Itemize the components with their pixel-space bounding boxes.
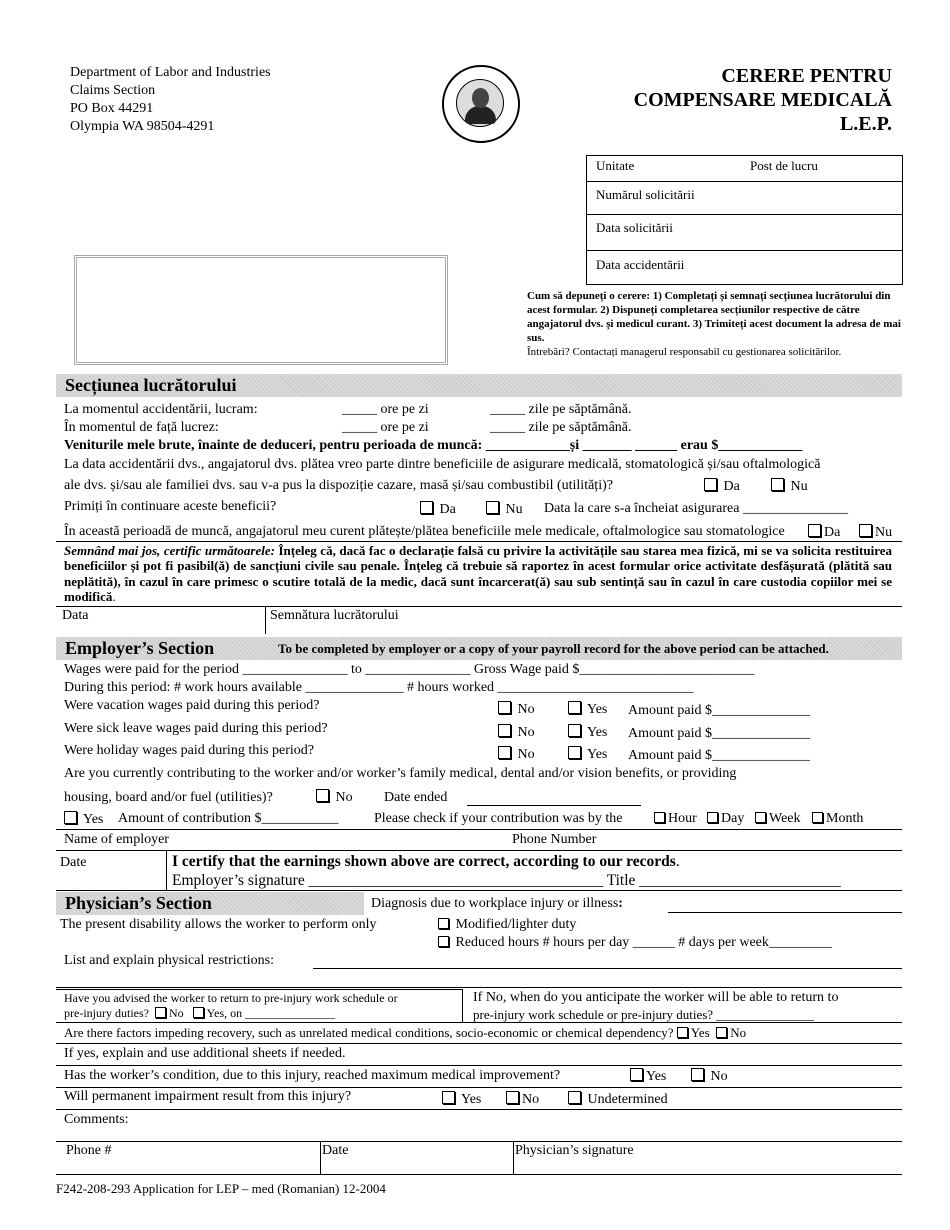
- checkbox[interactable]: [486, 501, 499, 514]
- checkbox[interactable]: [316, 789, 329, 802]
- accident-date-label: Data accidentării: [596, 257, 685, 272]
- employer-certify: I certify that the earnings shown above are correct, according to our records.: [172, 853, 680, 870]
- checkbox[interactable]: [568, 724, 581, 737]
- current-employer-yes[interactable]: Da: [808, 524, 840, 541]
- checkbox[interactable]: [812, 812, 823, 823]
- checkbox[interactable]: [568, 746, 581, 759]
- modified-duty-option[interactable]: Modified/lighter duty: [438, 917, 576, 933]
- current-hours-field[interactable]: _____ ore pe zi: [342, 420, 429, 435]
- state-seal: [442, 65, 520, 143]
- benefits-question-cont: ale dvs. și/sau ale familiei dvs. sau v-a pus la dispoziție cazare, masă și/sau combustibil (utilități)?: [64, 478, 613, 493]
- wages-period-field[interactable]: Wages were paid for the period _______________ to _______________ Gross Wage paid $_________________________: [64, 662, 755, 677]
- continue-no-option[interactable]: Nu: [486, 501, 523, 518]
- worker-section-header: [56, 374, 902, 397]
- at-accident-label: La momentul accidentării, lucram:: [64, 402, 258, 417]
- checkbox[interactable]: [506, 1091, 519, 1104]
- checkbox[interactable]: [420, 501, 433, 514]
- vacation-question: Were vacation wages paid during this period?: [64, 698, 320, 713]
- agency-address: [70, 64, 271, 136]
- title-line: CERERE PENTRU: [721, 65, 892, 87]
- housing-question: housing, board and/or fuel (utilities)?: [64, 790, 273, 805]
- checkbox[interactable]: [707, 812, 718, 823]
- hours-per-day-field[interactable]: _____ ore pe zi: [342, 402, 429, 417]
- address-line: Department of Labor and Industries: [70, 65, 271, 80]
- anticipate-field[interactable]: pre-injury work schedule or pre-injury duties? _______________: [473, 1007, 814, 1022]
- mmi-no[interactable]: No: [691, 1068, 728, 1085]
- checkbox[interactable]: [498, 701, 511, 714]
- unit-label: Unitate: [596, 158, 635, 173]
- checkbox[interactable]: [677, 1027, 688, 1038]
- sick-yes[interactable]: Yes: [568, 724, 607, 741]
- employer-section-title: Employer’s Section: [65, 638, 215, 658]
- instructions-contact: Întrebări? Contactați managerul responsabil cu gestionarea solicitărilor.: [527, 346, 842, 358]
- checkbox[interactable]: [498, 746, 511, 759]
- disability-label: The present disability allows the worker to perform only: [60, 917, 377, 932]
- checkbox[interactable]: [442, 1091, 455, 1104]
- date-ended-field[interactable]: [467, 805, 641, 806]
- physician-section-title: Physician’s Section: [65, 893, 212, 913]
- hours-field[interactable]: During this period: # work hours available ______________ # hours worked ____________________________: [64, 680, 694, 695]
- instructions: [527, 289, 902, 359]
- worker-date-label[interactable]: Data: [62, 608, 89, 623]
- employer-date-field[interactable]: Date: [60, 855, 87, 870]
- checkbox[interactable]: [193, 1007, 204, 1018]
- claim-number-label: Numărul solicitării: [596, 187, 695, 202]
- checkbox[interactable]: [654, 812, 665, 823]
- contribution-amount-field[interactable]: Amount of contribution $___________: [118, 811, 339, 826]
- advised-question-cont: pre-injury duties? No Yes, on _______________: [64, 1006, 336, 1020]
- insurance-end-date-field[interactable]: Data la care s-a încheiat asigurarea _______________: [544, 501, 848, 516]
- current-employer-no[interactable]: Nu: [859, 524, 892, 541]
- factors-yes[interactable]: Yes: [677, 1025, 710, 1040]
- physician-date-field[interactable]: Date: [322, 1143, 349, 1158]
- checkbox[interactable]: [64, 811, 77, 824]
- checkbox[interactable]: [755, 812, 766, 823]
- address-line: Olympia WA 98504-4291: [70, 119, 215, 134]
- office-use-box: [586, 155, 903, 285]
- checkbox[interactable]: [438, 936, 449, 947]
- impairment-question: Will permanent impairment result from this injury?: [64, 1089, 352, 1104]
- factors-no[interactable]: No: [716, 1025, 746, 1040]
- employer-section-header: [56, 637, 902, 660]
- basis-month[interactable]: Month: [812, 811, 863, 827]
- physician-section-header: [56, 892, 364, 915]
- checkbox[interactable]: [568, 1091, 581, 1104]
- days-per-week-field[interactable]: _____ zile pe săptămână.: [490, 402, 632, 417]
- worker-certification: Semnând mai jos, certific următoarele: Înțeleg că, dacă fac o declarație falsă cu privire la activitățile sau starea mea fizică, mi se va solicita restituirea beneficiilor și pot fi pasibil(ă) de sancțiuni civile sau penale. Înțeleg că trebuie să raportez în acest formular orice activitate desfășurată (plătită sau neplătită), în cazul în care primesc o scutire totală de la medic, dacă sunt încarcerat(ă) sau sub sentință sau în cazul în care custodia copiilor mei se modifică.: [64, 543, 892, 604]
- checkbox[interactable]: [716, 1027, 727, 1038]
- address-window: [74, 255, 448, 365]
- contribution-yes[interactable]: Yes: [64, 811, 103, 828]
- comments-field[interactable]: Comments:: [64, 1112, 129, 1127]
- contribution-no[interactable]: No: [316, 789, 353, 806]
- employer-signature-field[interactable]: Employer’s signature ______________________________________ Title __________________________: [172, 872, 841, 889]
- benefits-yes-option[interactable]: Da: [704, 478, 740, 495]
- continue-yes-option[interactable]: Da: [420, 501, 456, 518]
- reduced-hours-option[interactable]: Reduced hours # hours per day ______ # days per week_________: [438, 935, 832, 951]
- claim-date-label: Data solicitării: [596, 220, 673, 235]
- instructions-bold: Cum să depuneți o cerere: 1) Completați și semnați secțiunea lucrătorului din acest formular. 2) Dispuneți completarea secțiunilor respective de către angajatorul dvs. și medicul curant. 3) Trimiteți acest document la adresa de mai sus.: [527, 290, 901, 344]
- title-line: COMPENSARE MEDICALĂ: [633, 89, 892, 111]
- vacation-yes[interactable]: Yes: [568, 701, 607, 718]
- mmi-question: Has the worker’s condition, due to this injury, reached maximum medical improvement?: [64, 1068, 561, 1083]
- date-ended-label: Date ended: [384, 790, 448, 805]
- checkbox[interactable]: [704, 478, 717, 491]
- advised-question: Have you advised the worker to return to pre-injury work schedule or: [64, 991, 398, 1005]
- contribution-question: Are you currently contributing to the worker and/or worker’s family medical, dental and/or vision benefits, or providing: [64, 766, 737, 781]
- form-title: [634, 64, 892, 136]
- basis-week[interactable]: Week: [755, 811, 801, 827]
- checkbox[interactable]: [808, 524, 821, 537]
- vacation-no[interactable]: No: [498, 701, 535, 718]
- seal-portrait: [456, 79, 504, 127]
- checkbox[interactable]: [498, 724, 511, 737]
- basis-day[interactable]: Day: [707, 811, 744, 827]
- advised-no[interactable]: No: [155, 1006, 184, 1020]
- continue-benefits-label: Primiți în continuare aceste beneficii?: [64, 499, 277, 514]
- current-employer-question: În această perioadă de muncă, angajatorul meu curent plătește/plătea beneficiile mele medicale, oftalmologice sau stomatologice: [64, 524, 785, 539]
- checkbox[interactable]: [155, 1007, 166, 1018]
- restrictions-label: List and explain physical restrictions:: [64, 953, 274, 968]
- cert-lead: Semnând mai jos, certific următoarele:: [64, 543, 275, 558]
- work-post-label: Post de lucru: [750, 158, 818, 173]
- gross-wages-field[interactable]: Veniturile mele brute, înainte de deduceri, pentru perioada de muncă: ____________și _______ ______ erau $____________: [64, 438, 803, 453]
- benefits-no-option[interactable]: Nu: [771, 478, 808, 495]
- currently-label: În momentul de față lucrez:: [64, 420, 219, 435]
- physician-signature-field[interactable]: Physician’s signature: [515, 1143, 634, 1158]
- checkbox[interactable]: [859, 524, 872, 537]
- mmi-yes[interactable]: Yes: [630, 1068, 666, 1085]
- factors-question: Are there factors impeding recovery, such as unrelated medical conditions, socio-economic or chemical dependency? Yes No: [64, 1025, 747, 1040]
- holiday-question: Were holiday wages paid during this period?: [64, 743, 315, 758]
- current-days-field[interactable]: _____ zile pe săptămână.: [490, 420, 632, 435]
- title-line: L.E.P.: [839, 113, 892, 135]
- restrictions-field[interactable]: [313, 968, 902, 969]
- employer-section-note: To be completed by employer or a copy of your payroll record for the above period can be attached.: [278, 641, 829, 656]
- checkbox[interactable]: [691, 1068, 704, 1081]
- sick-no[interactable]: No: [498, 724, 535, 741]
- checkbox[interactable]: [771, 478, 784, 491]
- advised-return-box: [56, 989, 463, 1023]
- basis-hour[interactable]: Hour: [654, 811, 697, 827]
- sick-amount-field[interactable]: Amount paid $______________: [628, 726, 810, 741]
- holiday-no[interactable]: No: [498, 746, 535, 763]
- physician-phone-field[interactable]: Phone #: [66, 1143, 112, 1158]
- address-line: Claims Section: [70, 83, 156, 98]
- impairment-no[interactable]: No: [506, 1091, 539, 1108]
- checkbox[interactable]: [630, 1068, 643, 1081]
- employer-name-field[interactable]: Name of employer: [64, 832, 169, 847]
- holiday-yes[interactable]: Yes: [568, 746, 607, 763]
- advised-yes[interactable]: Yes, on _______________: [193, 1006, 335, 1020]
- employer-phone-field[interactable]: Phone Number: [512, 832, 597, 847]
- worker-signature-label[interactable]: Semnătura lucrătorului: [270, 608, 399, 623]
- vacation-amount-field[interactable]: Amount paid $______________: [628, 703, 810, 718]
- benefits-question: La data accidentării dvs., angajatorul dvs. plătea vreo parte dintre beneficiile de asigurare medicală, stomatologică și/sau oftalmologică: [64, 457, 821, 472]
- worker-section-title: Secțiunea lucrătorului: [65, 375, 237, 395]
- holiday-amount-field[interactable]: Amount paid $______________: [628, 748, 810, 763]
- diagnosis-label: Diagnosis due to workplace injury or illness:: [371, 896, 623, 911]
- impairment-undetermined[interactable]: Undetermined: [568, 1091, 668, 1108]
- address-line: PO Box 44291: [70, 101, 154, 116]
- contribution-basis-label: Please check if your contribution was by the: [374, 811, 623, 826]
- anticipate-question: If No, when do you anticipate the worker will be able to return to: [473, 990, 839, 1005]
- checkbox[interactable]: [438, 918, 449, 929]
- sick-leave-question: Were sick leave wages paid during this period?: [64, 721, 328, 736]
- explain-field[interactable]: If yes, explain and use additional sheets if needed.: [64, 1046, 346, 1061]
- checkbox[interactable]: [568, 701, 581, 714]
- impairment-yes[interactable]: Yes: [442, 1091, 481, 1108]
- diagnosis-field[interactable]: [668, 912, 902, 913]
- form-footer: F242-208-293 Application for LEP – med (Romanian) 12-2004: [56, 1181, 386, 1196]
- cert-body: Înțeleg că, dacă fac o declarație falsă cu privire la activitățile sau starea mea fizică, mi se va solicita restituirea beneficiilor și pot fi pasibil(ă) de sancțiuni civile sau penale. Înțeleg că trebuie să raportez în acest formular orice activitate desfășurată (plătită sau neplătită), în cazul în care primesc o scutire totală de la medic, dacă sunt încarcerat(ă) sau sub sentință sau în cazul în care custodia copiilor mei se modifică: [64, 543, 892, 604]
